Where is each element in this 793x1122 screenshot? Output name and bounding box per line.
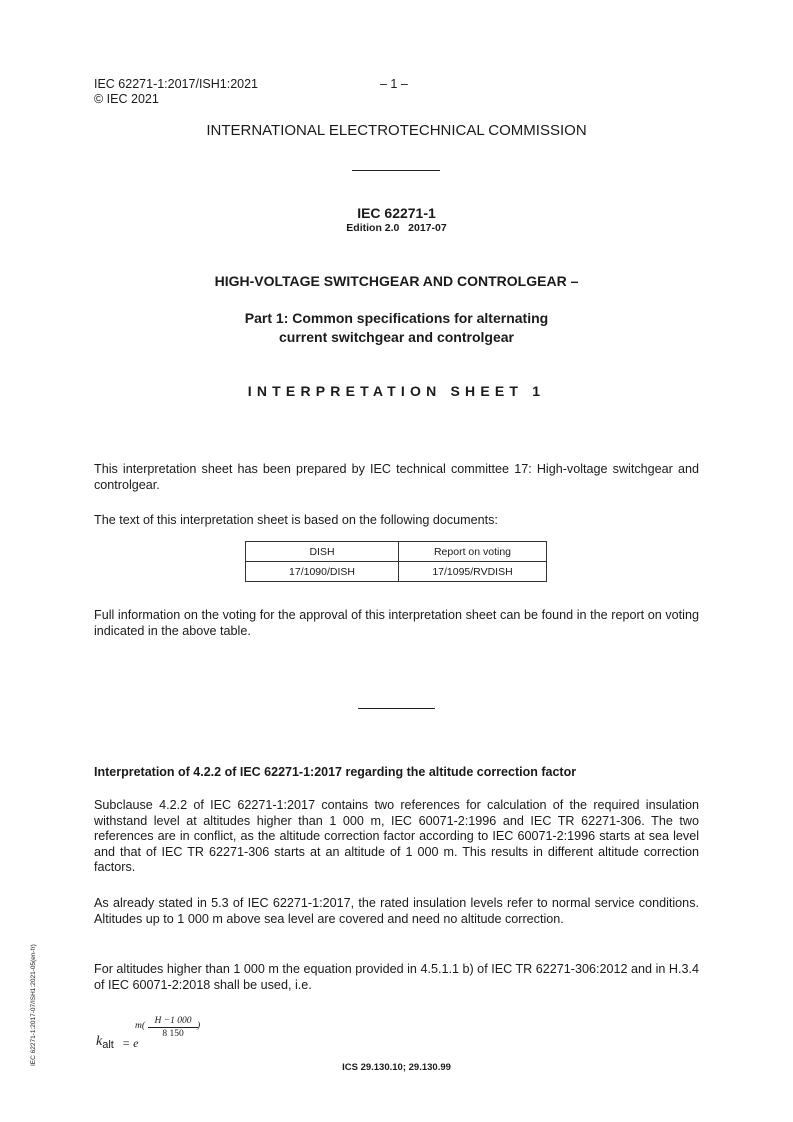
equation-k: k: [96, 1034, 103, 1049]
part-title-line1: Part 1: Common specifications for alternating: [244, 310, 549, 326]
standard-edition: Edition 2.0 2017-07: [346, 222, 447, 234]
table-header-row: [246, 542, 547, 562]
part-title-line2: current switchgear and controlgear: [279, 329, 514, 345]
standard-number: IEC 62271-1: [357, 205, 436, 221]
equation-exp-suffix: ): [197, 1021, 201, 1031]
divider-top: [352, 170, 440, 171]
equation-lhs: [96, 1034, 114, 1050]
side-note: IEC 62271-1:2017-07/ISH1:2021-05(en-fr): [30, 944, 37, 1066]
table-header-dish: DISH: [246, 542, 399, 562]
equation-equals: = e: [122, 1036, 139, 1050]
divider-middle: [358, 708, 435, 709]
sheet-label: INTERPRETATION SHEET 1: [247, 383, 546, 399]
equation-sub: alt: [102, 1039, 114, 1051]
page-number: – 1 –: [380, 77, 408, 91]
interpretation-heading: Interpretation of 4.2.2 of IEC 62271-1:2017 regarding the altitude correction factor: [94, 765, 577, 779]
intro-prepared-by: This interpretation sheet has been prepared by IEC technical committee 17: High-voltage switchgear and controlgear.: [94, 462, 699, 492]
interpretation-paragraph-2: As already stated in 5.3 of IEC 62271-1:2017, the rated insulation levels refer to normal service conditions. Altitudes up to 1 000 m above sea level are covered and need no altitude correction.: [94, 896, 699, 926]
main-title: HIGH-VOLTAGE SWITCHGEAR AND CONTROLGEAR –: [214, 273, 579, 289]
table-cell-dish: 17/1090/DISH: [246, 562, 399, 582]
header-doc-ref: IEC 62271-1:2017/ISH1:2021: [94, 77, 259, 91]
copyright: © IEC 2021: [94, 92, 159, 106]
table-row: [246, 562, 547, 582]
equation-numerator: H −1 000: [148, 1016, 198, 1028]
equation-exp-prefix: m(: [135, 1021, 146, 1031]
organization-name: INTERNATIONAL ELECTROTECHNICAL COMMISSION: [206, 122, 587, 139]
interpretation-paragraph-1: Subclause 4.2.2 of IEC 62271-1:2017 contains two references for calculation of the required insulation withstand level at altitudes higher than 1 000 m, IEC 60071-2:1996 and IEC TR 62271-306. The two references are in conflict, as the altitude correction factor according to IEC 60071-2:1996 starts at sea level and that of IEC TR 62271-306 starts at an altitude of 1 000 m. This results in different altitude correction factors.: [94, 798, 699, 875]
interpretation-paragraph-3: For altitudes higher than 1 000 m the equation provided in 4.5.1.1 b) of IEC TR 62271-306:2012 and in H.3.4 of IEC 60071-2:2018 shall be used, i.e.: [94, 962, 699, 992]
table-cell-rvdish: 17/1095/RVDISH: [399, 562, 547, 582]
table-header-voting: Report on voting: [399, 542, 547, 562]
intro-based-on: The text of this interpretation sheet is based on the following documents:: [94, 513, 498, 527]
ics-codes: ICS 29.130.10; 29.130.99: [342, 1062, 451, 1073]
intro-voting-info: Full information on the voting for the approval of this interpretation sheet can be found in the report on voting indicated in the above table.: [94, 608, 699, 638]
documents-table: [245, 541, 547, 582]
equation-denominator: 8 150: [162, 1029, 184, 1039]
